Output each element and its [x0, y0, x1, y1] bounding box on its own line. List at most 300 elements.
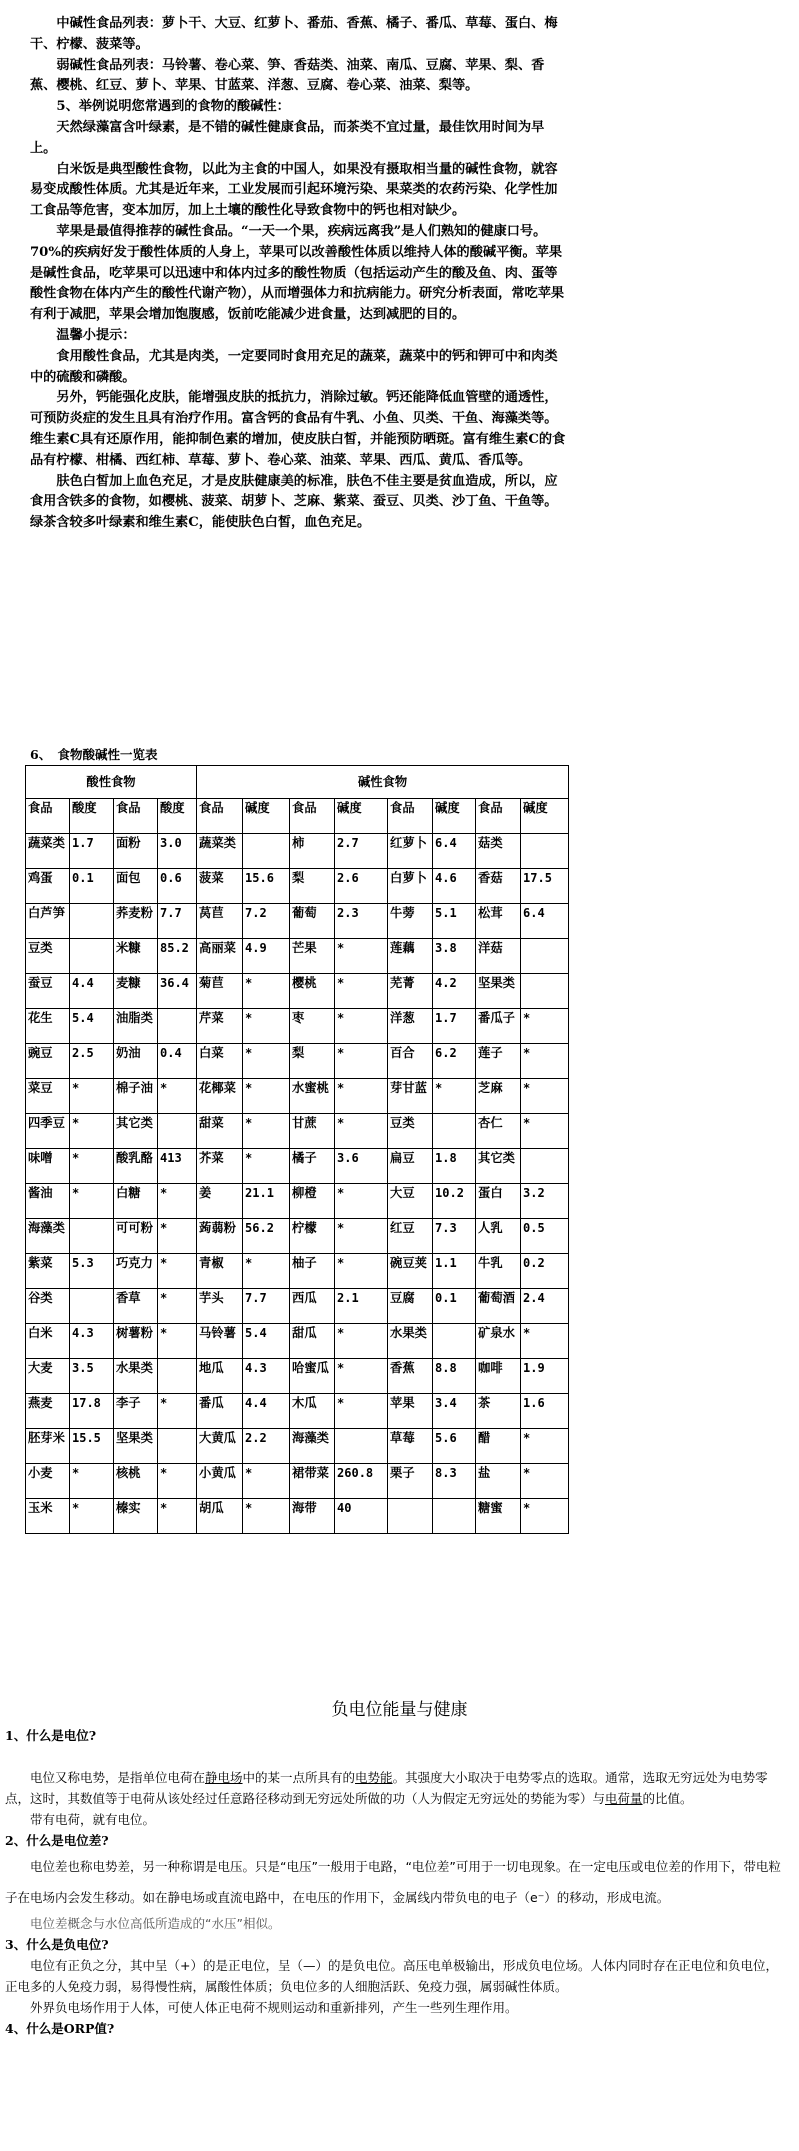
ph-value-cell: 6.4: [433, 834, 476, 869]
food-name-cell: 柿: [290, 834, 335, 869]
food-name-cell: 芒果: [290, 939, 335, 974]
ph-value-cell: 5.1: [433, 904, 476, 939]
ph-value-cell: *: [335, 1184, 388, 1219]
food-name-cell: 牛乳: [476, 1254, 521, 1289]
table-row: [26, 1499, 569, 1534]
food-name-cell: 海藻类: [26, 1219, 70, 1254]
food-name-cell: 甘蔗: [290, 1114, 335, 1149]
food-name-cell: 枣: [290, 1009, 335, 1044]
col-alkalinity: 碱度: [243, 799, 290, 834]
ph-value-cell: 6.2: [433, 1044, 476, 1079]
ph-value-cell: *: [335, 1044, 388, 1079]
question-4: 4、什么是ORP值?: [5, 2021, 115, 2036]
food-name-cell: 白芦笋: [26, 904, 70, 939]
food-name-cell: 矿泉水: [476, 1324, 521, 1359]
food-name-cell: 白菜: [197, 1044, 243, 1079]
ph-value-cell: 5.4: [243, 1324, 290, 1359]
food-name-cell: 可可粉: [114, 1219, 158, 1254]
food-name-cell: 大黄瓜: [197, 1429, 243, 1464]
ph-value-cell: 4.6: [433, 869, 476, 904]
food-name-cell: 蚕豆: [26, 974, 70, 1009]
ph-value-cell: *: [70, 1499, 114, 1534]
ph-value-cell: [70, 939, 114, 974]
ph-value-cell: [521, 939, 569, 974]
ph-value-cell: *: [158, 1289, 197, 1324]
food-name-cell: 莲藕: [388, 939, 433, 974]
food-name-cell: 菜豆: [26, 1079, 70, 1114]
table-row: [26, 1079, 569, 1114]
ph-value-cell: 3.0: [158, 834, 197, 869]
question-1: 1、什么是电位?: [5, 1728, 97, 1743]
ph-value-cell: 1.7: [70, 834, 114, 869]
food-name-cell: 酸乳酪: [114, 1149, 158, 1184]
ph-value-cell: *: [158, 1219, 197, 1254]
ph-value-cell: 1.1: [433, 1254, 476, 1289]
table-row: [26, 1359, 569, 1394]
ph-value-cell: 2.7: [335, 834, 388, 869]
food-name-cell: 哈蜜瓜: [290, 1359, 335, 1394]
food-name-cell: 榛实: [114, 1499, 158, 1534]
ph-value-cell: [158, 1009, 197, 1044]
food-name-cell: 水果类: [388, 1324, 433, 1359]
food-name-cell: 裙带菜: [290, 1464, 335, 1499]
ph-value-cell: 4.3: [70, 1324, 114, 1359]
food-name-cell: 味噌: [26, 1149, 70, 1184]
food-name-cell: 番瓜: [197, 1394, 243, 1429]
ph-value-cell: 15.5: [70, 1429, 114, 1464]
tip-heading: 温馨小提示：: [56, 327, 136, 343]
food-name-cell: 盐: [476, 1464, 521, 1499]
ph-value-cell: *: [335, 939, 388, 974]
food-name-cell: 姜: [197, 1184, 243, 1219]
food-name-cell: 柳橙: [290, 1184, 335, 1219]
ph-value-cell: 21.1: [243, 1184, 290, 1219]
food-name-cell: 高丽菜: [197, 939, 243, 974]
ph-value-cell: *: [243, 1149, 290, 1184]
food-name-cell: 小黄瓜: [197, 1464, 243, 1499]
ph-value-cell: 1.7: [433, 1009, 476, 1044]
food-name-cell: 巧克力: [114, 1254, 158, 1289]
food-name-cell: 马铃薯: [197, 1324, 243, 1359]
ph-value-cell: 17.8: [70, 1394, 114, 1429]
food-name-cell: 面包: [114, 869, 158, 904]
ph-value-cell: 0.4: [158, 1044, 197, 1079]
ph-value-cell: *: [335, 1009, 388, 1044]
ph-value-cell: 2.5: [70, 1044, 114, 1079]
food-name-cell: 地瓜: [197, 1359, 243, 1394]
ph-value-cell: *: [243, 1114, 290, 1149]
ph-value-cell: 0.1: [70, 869, 114, 904]
food-name-cell: 水果类: [114, 1359, 158, 1394]
food-name-cell: 葡萄: [290, 904, 335, 939]
ph-value-cell: [158, 1114, 197, 1149]
paragraph-acid-food-tip: 食用酸性食品，尤其是肉类，一定要同时食用充足的蔬菜，蔬菜中的钙和钾可中和肉类中的硫酸和磷酸。: [30, 348, 558, 385]
food-name-cell: 小麦: [26, 1464, 70, 1499]
ph-value-cell: *: [521, 1009, 569, 1044]
food-name-cell: 甜菜: [197, 1114, 243, 1149]
acid-food-header: 酸性食物: [26, 766, 197, 799]
ph-value-cell: 7.3: [433, 1219, 476, 1254]
section-title: 负电位能量与健康: [331, 1700, 468, 1720]
section-5-heading: 5、举例说明您常遇到的食物的酸碱性：: [56, 99, 290, 115]
ph-value-cell: *: [243, 1044, 290, 1079]
food-name-cell: 扁豆: [388, 1149, 433, 1184]
food-name-cell: 水蜜桃: [290, 1079, 335, 1114]
ph-value-cell: [335, 1429, 388, 1464]
ph-value-cell: 8.3: [433, 1464, 476, 1499]
section-6-title: 6、 食物酸碱性一览表: [30, 747, 158, 762]
link-static-field[interactable]: 静电场: [205, 1770, 243, 1785]
ph-value-cell: 0.5: [521, 1219, 569, 1254]
food-name-cell: 白米: [26, 1324, 70, 1359]
table-row: [26, 1289, 569, 1324]
ph-value-cell: *: [70, 1149, 114, 1184]
col-acidity: 酸度: [70, 799, 114, 834]
ph-value-cell: *: [70, 1114, 114, 1149]
ph-value-cell: 1.6: [521, 1394, 569, 1429]
ph-value-cell: *: [158, 1079, 197, 1114]
food-name-cell: 鸡蛋: [26, 869, 70, 904]
food-name-cell: 糖蜜: [476, 1499, 521, 1534]
ph-value-cell: *: [158, 1394, 197, 1429]
ph-value-cell: 4.2: [433, 974, 476, 1009]
paragraph-white-rice: 白米饭是典型酸性食物，以此为主食的中国人，如果没有摄取相当量的碱性食物，就容易变成酸性体质。尤其是近年来，工业发展而引起环境污染、果菜类的农药污染、化学性加工食品等危害，变本加厉，加上土壤的酸性化导致食物中的钙也相对缺少。: [30, 161, 558, 219]
food-name-cell: 核桃: [114, 1464, 158, 1499]
food-name-cell: 树薯粉: [114, 1324, 158, 1359]
ph-value-cell: 85.2: [158, 939, 197, 974]
food-name-cell: 海带: [290, 1499, 335, 1534]
ph-value-cell: 6.4: [521, 904, 569, 939]
food-name-cell: 橘子: [290, 1149, 335, 1184]
food-name-cell: 燕麦: [26, 1394, 70, 1429]
col-alkalinity: 碱度: [521, 799, 569, 834]
ph-value-cell: 4.3: [243, 1359, 290, 1394]
ph-value-cell: [521, 974, 569, 1009]
food-name-cell: 四季豆: [26, 1114, 70, 1149]
food-name-cell: 葡萄酒: [476, 1289, 521, 1324]
answer-2: 电位差也称电势差，另一种称谓是电压。只是“电压”一般用于电路，“电位差”可用于一切电现象。在一定电压或电位差的作用下，带电粒子在电场内会发生移动。如在静电场或直流电路中，在电压的作用下，金属线内带负电的电子（e⁻）的移动，形成电流。: [5, 1859, 781, 1905]
food-name-cell: 大豆: [388, 1184, 433, 1219]
ph-value-cell: 4.9: [243, 939, 290, 974]
food-name-cell: 麦糠: [114, 974, 158, 1009]
food-name-cell: 胡瓜: [197, 1499, 243, 1534]
ph-value-cell: *: [243, 1254, 290, 1289]
food-name-cell: 牛蒡: [388, 904, 433, 939]
food-name-cell: 芝麻: [476, 1079, 521, 1114]
food-name-cell: 菠菜: [197, 869, 243, 904]
ph-value-cell: *: [335, 1079, 388, 1114]
food-name-cell: 谷类: [26, 1289, 70, 1324]
paragraph-calcium: 另外，钙能强化皮肤，能增强皮肤的抵抗力，消除过敏。钙还能降低血管壁的通透性，可预防炎症的发生且具有治疗作用。富含钙的食品有牛乳、小鱼、贝类、干鱼、海藻类等。: [30, 390, 558, 427]
food-name-cell: 芜菁: [388, 974, 433, 1009]
food-name-cell: 蛋白: [476, 1184, 521, 1219]
food-name-cell: 白糖: [114, 1184, 158, 1219]
ph-value-cell: *: [335, 1254, 388, 1289]
food-ph-table: [25, 765, 569, 1534]
ph-value-cell: [521, 834, 569, 869]
ph-value-cell: 0.6: [158, 869, 197, 904]
answer-2b: 电位差概念与水位高低所造成的“水压”相似。: [30, 1916, 281, 1931]
ph-value-cell: *: [158, 1184, 197, 1219]
ph-value-cell: 10.2: [433, 1184, 476, 1219]
food-name-cell: 棉子油: [114, 1079, 158, 1114]
answer-1b: 带有电荷，就有电位。: [30, 1812, 156, 1827]
food-name-cell: 芥菜: [197, 1149, 243, 1184]
ph-value-cell: 2.1: [335, 1289, 388, 1324]
col-food: 食品: [290, 799, 335, 834]
table-row: [26, 1219, 569, 1254]
food-name-cell: 红萝卜: [388, 834, 433, 869]
ph-value-cell: 7.2: [243, 904, 290, 939]
ph-value-cell: 2.4: [521, 1289, 569, 1324]
col-food: 食品: [114, 799, 158, 834]
ph-value-cell: [521, 1149, 569, 1184]
link-charge[interactable]: 电荷量: [605, 1791, 643, 1806]
food-name-cell: 奶油: [114, 1044, 158, 1079]
food-name-cell: 酱油: [26, 1184, 70, 1219]
ph-value-cell: *: [70, 1079, 114, 1114]
food-name-cell: 莴苣: [197, 904, 243, 939]
food-name-cell: 红豆: [388, 1219, 433, 1254]
food-name-cell: 豌豆: [26, 1044, 70, 1079]
food-name-cell: 胚芽米: [26, 1429, 70, 1464]
alkaline-food-header: 碱性食物: [197, 766, 569, 799]
food-name-cell: 醋: [476, 1429, 521, 1464]
food-name-cell: 芋头: [197, 1289, 243, 1324]
ph-value-cell: *: [243, 1079, 290, 1114]
food-name-cell: 大麦: [26, 1359, 70, 1394]
food-name-cell: 番瓜子: [476, 1009, 521, 1044]
ph-value-cell: 15.6: [243, 869, 290, 904]
ph-value-cell: 56.2: [243, 1219, 290, 1254]
food-name-cell: 豆腐: [388, 1289, 433, 1324]
ph-value-cell: *: [70, 1184, 114, 1219]
ph-value-cell: 5.3: [70, 1254, 114, 1289]
ph-value-cell: *: [521, 1114, 569, 1149]
food-name-cell: 豆类: [388, 1114, 433, 1149]
ph-value-cell: 2.3: [335, 904, 388, 939]
table-row: [26, 1044, 569, 1079]
ph-value-cell: 1.8: [433, 1149, 476, 1184]
table-row: [26, 869, 569, 904]
ph-value-cell: 2.6: [335, 869, 388, 904]
ph-value-cell: 36.4: [158, 974, 197, 1009]
food-name-cell: 西瓜: [290, 1289, 335, 1324]
ph-value-cell: [243, 834, 290, 869]
negative-potential-text: [5, 1725, 790, 2039]
medium-alkaline-list: 中碱性食品列表：萝卜干、大豆、红萝卜、番茄、香蕉、橘子、番瓜、草莓、蛋白、梅干、柠檬、菠菜等。: [30, 16, 558, 52]
food-name-cell: 荞麦粉: [114, 904, 158, 939]
food-name-cell: 蔬菜类: [26, 834, 70, 869]
ph-value-cell: *: [158, 1464, 197, 1499]
food-name-cell: 菇类: [476, 834, 521, 869]
food-name-cell: 甜瓜: [290, 1324, 335, 1359]
ph-value-cell: [70, 1219, 114, 1254]
food-name-cell: 白萝卜: [388, 869, 433, 904]
ph-value-cell: *: [521, 1429, 569, 1464]
food-name-cell: 紫菜: [26, 1254, 70, 1289]
ph-value-cell: 3.2: [521, 1184, 569, 1219]
ph-value-cell: 0.2: [521, 1254, 569, 1289]
table-row: [26, 1009, 569, 1044]
ph-value-cell: 1.9: [521, 1359, 569, 1394]
food-name-cell: 李子: [114, 1394, 158, 1429]
food-name-cell: 其它类: [476, 1149, 521, 1184]
answer-3: 电位有正负之分，其中呈（+）的是正电位，呈（—）的是负电位。高压电单极输出，形成负电位场。人体内同时存在正电位和负电位，正电多的人免疫力弱，易得慢性病，属酸性体质；负电位多的人细胞活跃、免疫力强，属弱碱性体质。: [5, 1958, 778, 1994]
ph-value-cell: 4.4: [243, 1394, 290, 1429]
food-name-cell: 海藻类: [290, 1429, 335, 1464]
food-name-cell: 玉米: [26, 1499, 70, 1534]
col-food: 食品: [388, 799, 433, 834]
ph-value-cell: 3.5: [70, 1359, 114, 1394]
link-potential-energy[interactable]: 电势能: [355, 1770, 393, 1785]
food-name-cell: 莲子: [476, 1044, 521, 1079]
food-name-cell: 洋葱: [388, 1009, 433, 1044]
ph-value-cell: 3.4: [433, 1394, 476, 1429]
ph-value-cell: [433, 1324, 476, 1359]
food-name-cell: 柚子: [290, 1254, 335, 1289]
food-name-cell: 苹果: [388, 1394, 433, 1429]
ph-value-cell: 0.1: [433, 1289, 476, 1324]
ph-value-cell: *: [243, 974, 290, 1009]
food-name-cell: 松茸: [476, 904, 521, 939]
answer-3b: 外界负电场作用于人体，可使人体正电荷不规则运动和重新排列，产生一些列生理作用。: [30, 2000, 518, 2015]
food-name-cell: 花生: [26, 1009, 70, 1044]
food-name-cell: 坚果类: [114, 1429, 158, 1464]
table-row: [26, 1149, 569, 1184]
table-row: [26, 1394, 569, 1429]
weak-alkaline-list: 弱碱性食品列表：马铃薯、卷心菜、笋、香菇类、油菜、南瓜、豆腐、苹果、梨、香蕉、樱桃、红豆、萝卜、苹果、甘蓝菜、洋葱、豆腐、卷心菜、油菜、梨等。: [30, 57, 545, 94]
food-name-cell: 蒟蒻粉: [197, 1219, 243, 1254]
ph-value-cell: *: [243, 1499, 290, 1534]
ph-value-cell: 3.6: [335, 1149, 388, 1184]
food-name-cell: 花椰菜: [197, 1079, 243, 1114]
table-row: [26, 1429, 569, 1464]
ph-value-cell: [158, 1359, 197, 1394]
ph-value-cell: *: [335, 1219, 388, 1254]
food-name-cell: 青椒: [197, 1254, 243, 1289]
food-name-cell: 芹菜: [197, 1009, 243, 1044]
col-alkalinity: 碱度: [433, 799, 476, 834]
food-name-cell: 草莓: [388, 1429, 433, 1464]
food-name-cell: 百合: [388, 1044, 433, 1079]
ph-value-cell: 8.8: [433, 1359, 476, 1394]
table-row: [26, 974, 569, 1009]
question-3: 3、什么是负电位?: [5, 1937, 109, 1952]
question-2: 2、什么是电位差?: [5, 1833, 109, 1848]
food-name-cell: 梨: [290, 1044, 335, 1079]
ph-value-cell: *: [433, 1079, 476, 1114]
ph-value-cell: 5.6: [433, 1429, 476, 1464]
table-row: [26, 834, 569, 869]
ph-value-cell: [70, 904, 114, 939]
food-name-cell: 杏仁: [476, 1114, 521, 1149]
food-name-cell: 米糠: [114, 939, 158, 974]
table-row: [26, 1114, 569, 1149]
food-name-cell: 樱桃: [290, 974, 335, 1009]
col-food: 食品: [476, 799, 521, 834]
ph-value-cell: 5.4: [70, 1009, 114, 1044]
ph-value-cell: *: [158, 1324, 197, 1359]
ph-value-cell: *: [243, 1464, 290, 1499]
ph-value-cell: 7.7: [243, 1289, 290, 1324]
ph-value-cell: *: [158, 1499, 197, 1534]
food-name-cell: 咖啡: [476, 1359, 521, 1394]
ph-value-cell: [433, 1114, 476, 1149]
food-name-cell: 油脂类: [114, 1009, 158, 1044]
col-alkalinity: 碱度: [335, 799, 388, 834]
ph-value-cell: [70, 1289, 114, 1324]
food-name-cell: [388, 1499, 433, 1534]
food-name-cell: 茶: [476, 1394, 521, 1429]
ph-value-cell: [158, 1429, 197, 1464]
food-name-cell: 坚果类: [476, 974, 521, 1009]
ph-value-cell: *: [335, 1394, 388, 1429]
food-name-cell: 蔬菜类: [197, 834, 243, 869]
ph-value-cell: 260.8: [335, 1464, 388, 1499]
ph-value-cell: *: [335, 974, 388, 1009]
food-name-cell: 木瓜: [290, 1394, 335, 1429]
col-acidity: 酸度: [158, 799, 197, 834]
ph-value-cell: [433, 1499, 476, 1534]
col-food: 食品: [197, 799, 243, 834]
ph-value-cell: *: [521, 1499, 569, 1534]
table-row: [26, 1184, 569, 1219]
ph-value-cell: *: [335, 1359, 388, 1394]
paragraph-apple: 苹果是最值得推荐的碱性食品。“一天一个果，疾病远离我”是人们熟知的健康口号。70%的疾病好发于酸性体质的人身上，苹果可以改善酸性体质以维持人体的酸碱平衡。苹果是碱性食品，吃苹果可以迅速中和体内过多的酸性物质（包括运动产生的酸及鱼、肉、蛋等酸性食物在体内产生的酸性代谢产物），从而增强体力和抗病能力。研究分析表面，常吃苹果有利于减肥，苹果会增加饱腹感，饭前吃能减少进食量，达到减肥的目的。: [30, 223, 565, 323]
paragraph-skin-color: 肤色白皙加上血色充足，才是皮肤健康美的标准，肤色不佳主要是贫血造成，所以，应食用含铁多的食物，如樱桃、菠菜、胡萝卜、芝麻、紫菜、蚕豆、贝类、沙丁鱼、干鱼等。绿茶含较多叶绿素和维生素C，能使肤色白皙，血色充足。: [30, 473, 558, 531]
ph-value-cell: *: [521, 1044, 569, 1079]
ph-value-cell: *: [335, 1324, 388, 1359]
ph-value-cell: 17.5: [521, 869, 569, 904]
food-name-cell: 面粉: [114, 834, 158, 869]
food-name-cell: 栗子: [388, 1464, 433, 1499]
ph-value-cell: 40: [335, 1499, 388, 1534]
ph-value-cell: *: [521, 1464, 569, 1499]
food-name-cell: 香菇: [476, 869, 521, 904]
food-name-cell: 香草: [114, 1289, 158, 1324]
ph-value-cell: *: [521, 1324, 569, 1359]
food-name-cell: 豆类: [26, 939, 70, 974]
paragraph-green-algae: 天然绿藻富含叶绿素，是不错的碱性健康食品，而茶类不宜过量，最佳饮用时间为早上。: [30, 119, 545, 156]
table-row: [26, 1324, 569, 1359]
ph-value-cell: *: [70, 1464, 114, 1499]
table-row: [26, 1254, 569, 1289]
answer-1: 电位又称电势，是指单位电荷在静电场中的某一点所具有的电势能。其强度大小取决于电势零点的选取。通常，选取无穷远处为电势零点，这时，其数值等于电荷从该处经过任意路径移动到无穷远处所做的功（人为假定无穷远处的势能为零）与电荷量的比值。: [5, 1770, 768, 1806]
ph-value-cell: 7.7: [158, 904, 197, 939]
food-name-cell: 柠檬: [290, 1219, 335, 1254]
food-name-cell: 香蕉: [388, 1359, 433, 1394]
table-column-header: [26, 799, 569, 834]
food-ph-text: [30, 14, 570, 534]
food-name-cell: 菊苣: [197, 974, 243, 1009]
food-name-cell: 芽甘蓝: [388, 1079, 433, 1114]
ph-value-cell: 3.8: [433, 939, 476, 974]
ph-value-cell: *: [243, 1009, 290, 1044]
paragraph-vitamin-c: 维生素C具有还原作用，能抑制色素的增加，使皮肤白皙，并能预防晒斑。富有维生素C的食品有柠檬、柑橘、西红柿、草莓、萝卜、卷心菜、油菜、苹果、西瓜、黄瓜、香瓜等。: [30, 431, 566, 468]
food-name-cell: 碗豆荚: [388, 1254, 433, 1289]
col-food: 食品: [26, 799, 70, 834]
food-name-cell: 梨: [290, 869, 335, 904]
ph-value-cell: 413: [158, 1149, 197, 1184]
ph-value-cell: *: [521, 1079, 569, 1114]
table-row: [26, 904, 569, 939]
ph-value-cell: 2.2: [243, 1429, 290, 1464]
food-name-cell: 其它类: [114, 1114, 158, 1149]
table-row: [26, 939, 569, 974]
ph-value-cell: *: [158, 1254, 197, 1289]
ph-value-cell: *: [335, 1114, 388, 1149]
